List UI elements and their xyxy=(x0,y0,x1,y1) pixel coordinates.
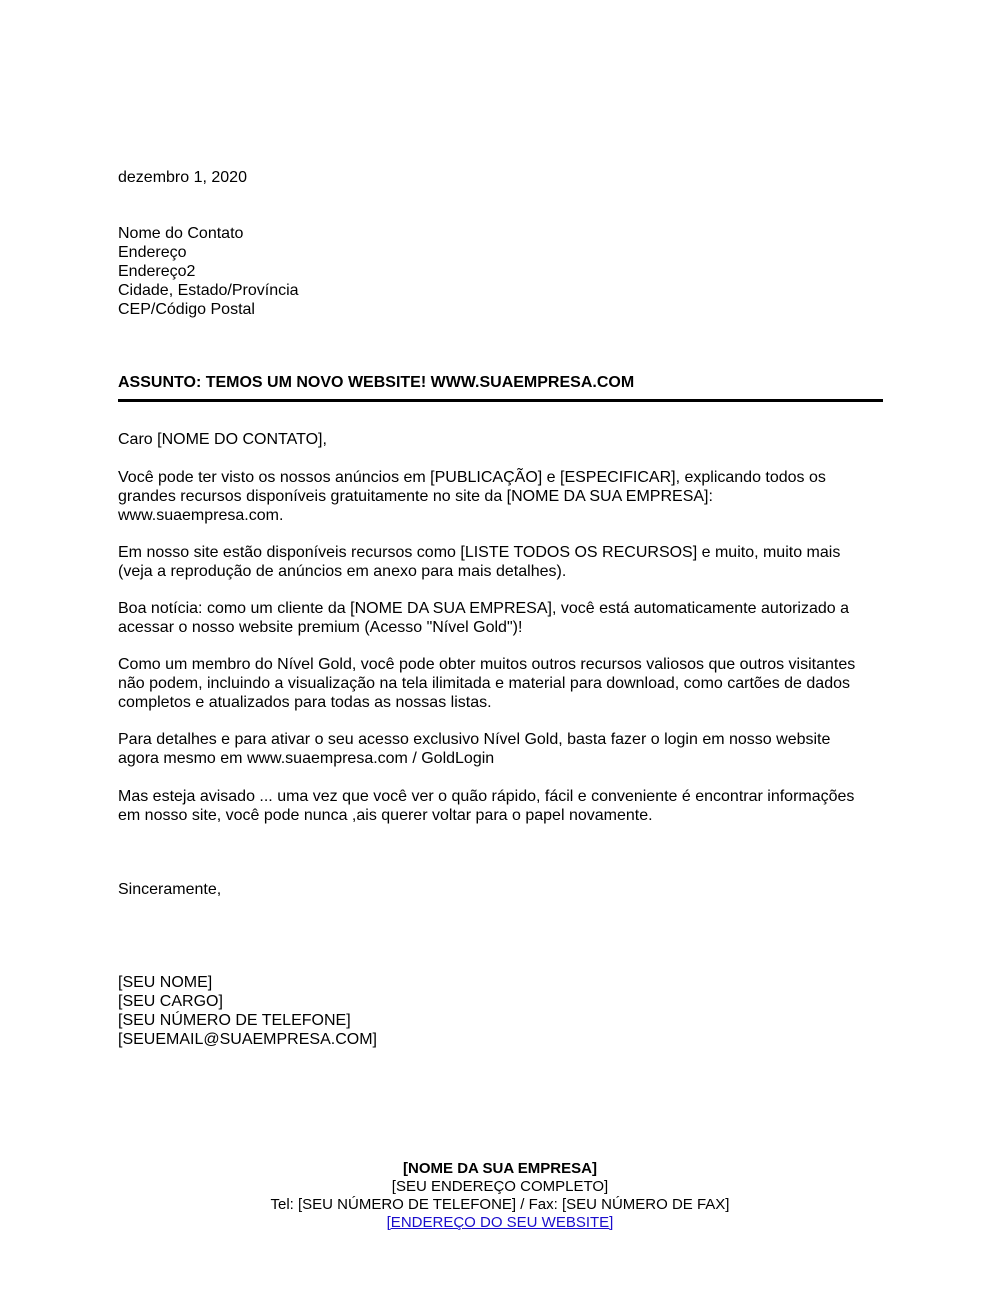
recipient-address xyxy=(118,224,883,319)
paragraph-line: Como um membro do Nível Gold, você pode obter muitos outros recursos valiosos que outros visitantes xyxy=(118,656,856,673)
signature-phone: [SEU NÚMERO DE TELEFONE] xyxy=(118,1012,351,1029)
body-paragraph-4 xyxy=(118,655,883,712)
paragraph-line: Boa notícia: como um cliente da [NOME DA SUA EMPRESA], você está automaticamente autorizado a xyxy=(118,600,850,617)
body-paragraph-1 xyxy=(118,468,883,525)
body-paragraph-5 xyxy=(118,730,883,768)
paragraph-line: Em nosso site estão disponíveis recursos como [LISTE TODOS OS RECURSOS] e muito, muito mais xyxy=(118,544,841,561)
paragraph-line: (veja a reprodução de anúncios em anexo para mais detalhes). xyxy=(118,563,567,580)
signature-email: [SEUEMAIL@SUAEMPRESA.COM] xyxy=(118,1031,377,1048)
paragraph-line: acessar o nosso website premium (Acesso "Nível Gold")! xyxy=(118,619,523,636)
signature-title: [SEU CARGO] xyxy=(118,993,223,1010)
closing-text: Sinceramente, xyxy=(118,881,222,898)
paragraph-line: completos e atualizados para todas as nossas listas. xyxy=(118,694,492,711)
recipient-address-line-2: Endereço2 xyxy=(118,263,196,280)
paragraph-line: não podem, incluindo a visualização na tela ilimitada e material para download, como cartões de dados xyxy=(118,675,850,692)
body-paragraph-2 xyxy=(118,543,883,581)
paragraph-line: agora mesmo em www.suaempresa.com / GoldLogin xyxy=(118,750,495,767)
recipient-name: Nome do Contato xyxy=(118,225,244,242)
recipient-address-line-1: Endereço xyxy=(118,244,187,261)
paragraph-line: em nosso site, você pode nunca ,ais querer voltar para o papel novamente. xyxy=(118,807,653,824)
signature-name: [SEU NOME] xyxy=(118,974,213,991)
letter-date xyxy=(118,168,883,187)
subject-divider xyxy=(118,399,883,402)
paragraph-line: grandes recursos disponíveis gratuitamente no site da [NOME DA SUA EMPRESA]: xyxy=(118,488,713,505)
paragraph-line: Mas esteja avisado ... uma vez que você ver o quão rápido, fácil e conveniente é encontrar informações xyxy=(118,788,855,805)
recipient-city-state: Cidade, Estado/Província xyxy=(118,282,299,299)
footer-address: [SEU ENDEREÇO COMPLETO] xyxy=(391,1178,609,1195)
date-text: dezembro 1, 2020 xyxy=(118,169,247,186)
salutation xyxy=(118,430,883,449)
body-paragraph-3 xyxy=(118,599,883,637)
closing xyxy=(118,880,883,899)
letterhead-footer xyxy=(0,1160,1000,1232)
salutation-text: Caro [NOME DO CONTATO], xyxy=(118,431,327,448)
recipient-postal-code: CEP/Código Postal xyxy=(118,301,255,318)
paragraph-line: www.suaempresa.com. xyxy=(118,507,284,524)
signature-block xyxy=(118,973,883,1049)
footer-company-name: [NOME DA SUA EMPRESA] xyxy=(403,1160,597,1177)
body-paragraph-6 xyxy=(118,787,883,825)
subject-line: ASSUNTO: TEMOS UM NOVO WEBSITE! WWW.SUAEMPRESA.COM xyxy=(118,374,635,391)
paragraph-line: Para detalhes e para ativar o seu acesso exclusivo Nível Gold, basta fazer o login em nosso website xyxy=(118,731,831,748)
footer-contact: Tel: [SEU NÚMERO DE TELEFONE] / Fax: [SEU NÚMERO DE FAX] xyxy=(270,1196,730,1213)
paragraph-line: Você pode ter visto os nossos anúncios em [PUBLICAÇÃO] e [ESPECIFICAR], explicando todos os xyxy=(118,469,826,486)
footer-website-link[interactable]: [ENDEREÇO DO SEU WEBSITE] xyxy=(386,1214,614,1231)
